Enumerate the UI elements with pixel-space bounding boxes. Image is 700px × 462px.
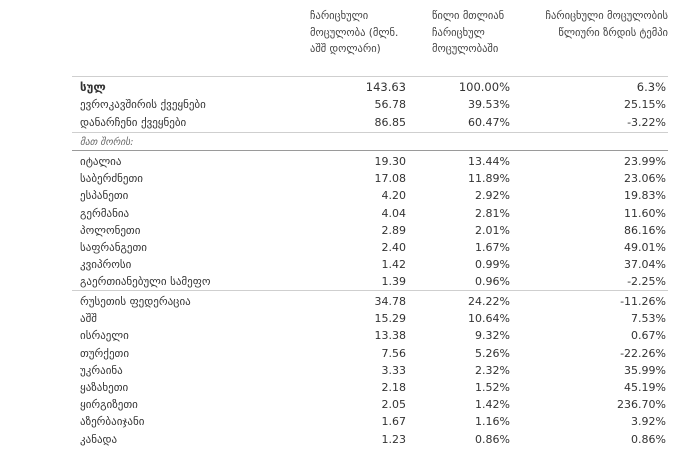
table-row (72, 273, 668, 290)
cell-share: 1.16% (475, 415, 510, 429)
cell-share: 2.01% (475, 223, 510, 237)
cell-growth: 86.16% (624, 223, 666, 237)
cell-amount: 1.42 (381, 258, 406, 272)
cell-growth: 23.06% (624, 172, 666, 186)
row-label: ევროკავშირის ქვეყნები (80, 98, 206, 111)
cell-amount: 4.20 (381, 189, 406, 203)
cell-amount: 1.39 (381, 275, 406, 289)
cell-growth: 236.70% (617, 398, 666, 412)
subheading: მათ შორის: (80, 137, 134, 148)
row-label: სულ (80, 80, 106, 94)
cell-amount: 2.05 (381, 398, 406, 412)
cell-growth: 49.01% (624, 241, 666, 254)
row-eu (72, 96, 668, 113)
cell-share: 11.89% (468, 172, 510, 186)
cell-growth: -11.26% (620, 295, 666, 308)
table-row (72, 256, 668, 273)
row-label: კანადა (80, 432, 118, 446)
cell-growth: -22.26% (620, 346, 666, 360)
cell-amount: 4.04 (381, 206, 406, 220)
row-label: გაერთიანებული სამეფო (80, 275, 211, 289)
cell-growth: 7.53% (631, 312, 666, 326)
cell-amount: 17.08 (374, 172, 406, 186)
cell-growth: 3.92% (631, 415, 666, 429)
row-label: უკრაინა (80, 363, 123, 377)
cell-growth: -2.25% (627, 275, 666, 289)
table-row (72, 345, 668, 362)
cell-growth: 37.04% (624, 258, 666, 272)
row-label: საფრანგეთი (80, 241, 147, 254)
line-eu-start (72, 150, 668, 151)
row-label: ყაზახეთი (80, 381, 129, 394)
cell-share: 2.81% (475, 206, 510, 220)
row-total (72, 79, 668, 96)
table-row (72, 413, 668, 430)
row-label: კვიპროსი (80, 258, 132, 272)
table-row (72, 431, 668, 448)
cell-growth: 45.19% (624, 381, 666, 394)
table-row (72, 170, 668, 187)
cell-share: 39.53% (468, 98, 510, 111)
cell-growth: 11.60% (624, 206, 666, 220)
cell-share: 2.92% (475, 189, 510, 203)
cell-amount: 34.78 (374, 295, 406, 308)
cell-amount: 86.85 (374, 116, 406, 129)
table-row (72, 293, 668, 310)
header-col-share: წილი მთლიან ჩარიცხულ მოცულობაში (432, 10, 505, 55)
cell-share: 24.22% (468, 295, 510, 308)
row-label: იტალია (80, 155, 122, 168)
table-row (72, 205, 668, 222)
cell-amount: 15.29 (374, 312, 406, 326)
cell-share: 60.47% (468, 116, 510, 129)
cell-amount: 1.67 (381, 415, 406, 429)
cell-amount: 2.40 (381, 241, 406, 254)
row-label: ესპანეთი (80, 189, 129, 203)
cell-amount: 1.23 (381, 432, 406, 446)
table-row (72, 187, 668, 204)
row-label: აშშ (80, 312, 97, 326)
cell-share: 9.32% (475, 329, 510, 343)
cell-amount: 19.30 (374, 155, 406, 168)
line-top (72, 76, 668, 77)
cell-share: 1.52% (475, 381, 510, 394)
header-col-growth: ჩარიცხული მოცულობის წლიური ზრდის ტემპი (545, 10, 668, 39)
header-col-amount: ჩარიცხული მოცულობა (მლნ. აშშ დოლარი) (310, 10, 399, 55)
cell-growth: 6.3% (636, 80, 666, 94)
cell-share: 13.44% (468, 155, 510, 168)
row-label: პოლონეთი (80, 223, 141, 237)
cell-share: 0.99% (475, 258, 510, 272)
table-row (72, 396, 668, 413)
table-row (72, 239, 668, 256)
cell-growth: -3.22% (627, 116, 666, 129)
row-label: რუსეთის ფედერაცია (80, 295, 191, 308)
cell-amount: 143.63 (365, 80, 406, 94)
row-label: თურქეთი (80, 346, 130, 360)
row-label: გერმანია (80, 206, 130, 220)
cell-share: 0.86% (475, 432, 510, 446)
row-other (72, 114, 668, 131)
table-row (72, 379, 668, 396)
row-label: აზერბაიჯანი (80, 415, 145, 429)
cell-amount: 2.89 (381, 223, 406, 237)
cell-amount: 2.18 (381, 381, 406, 394)
cell-share: 100.00% (458, 80, 510, 94)
row-label: ისრაელი (80, 329, 129, 343)
table-row (72, 310, 668, 327)
cell-amount: 7.56 (381, 346, 406, 360)
cell-growth: 19.83% (624, 189, 666, 203)
cell-growth: 35.99% (624, 363, 666, 377)
row-label: საბერძნეთი (80, 172, 143, 186)
cell-growth: 25.15% (624, 98, 666, 111)
cell-amount: 3.33 (381, 363, 406, 377)
cell-growth: 23.99% (624, 155, 666, 168)
cell-share: 1.67% (475, 241, 510, 254)
table-row (72, 153, 668, 170)
cell-share: 5.26% (475, 346, 510, 360)
cell-growth: 0.86% (631, 432, 666, 446)
cell-amount: 13.38 (374, 329, 406, 343)
cell-growth: 0.67% (631, 329, 666, 343)
row-label: დანარჩენი ქვეყნები (80, 116, 187, 129)
cell-share: 10.64% (468, 312, 510, 326)
cell-share: 1.42% (475, 398, 510, 412)
row-label: ყირგიზეთი (80, 398, 138, 412)
line-separator (72, 290, 668, 291)
table-row (72, 327, 668, 344)
cell-share: 2.32% (475, 363, 510, 377)
cell-share: 0.96% (475, 275, 510, 289)
table-row (72, 362, 668, 379)
line-sub (72, 132, 668, 133)
cell-amount: 56.78 (374, 98, 406, 111)
table-row (72, 222, 668, 239)
